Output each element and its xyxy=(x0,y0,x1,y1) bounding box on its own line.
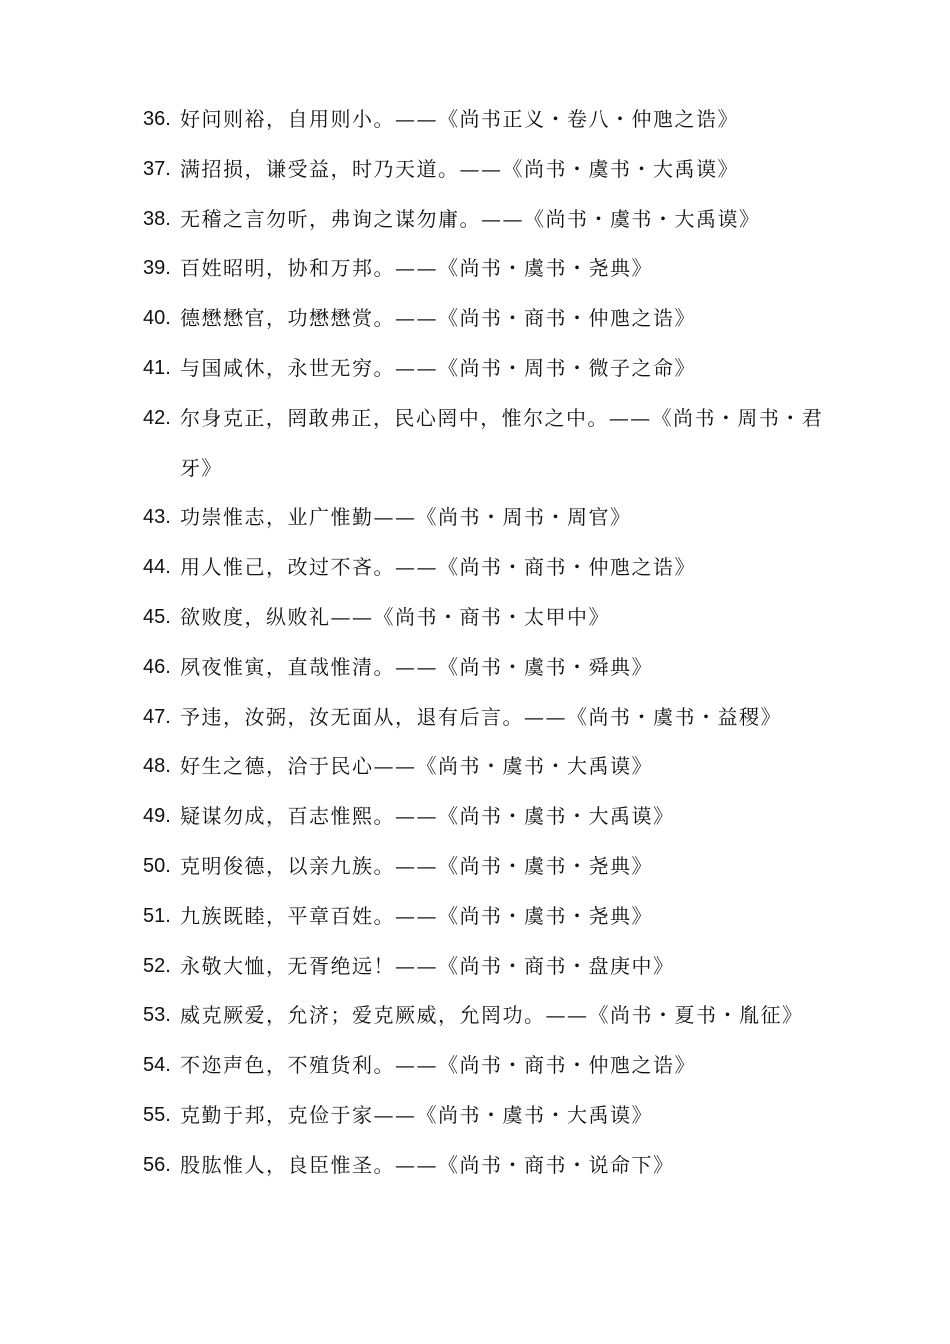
item-text: 夙夜惟寅，直哉惟清。——《尚书・虞书・舜典》 xyxy=(180,654,653,679)
item-number: 42. xyxy=(143,406,171,429)
item-number: 45. xyxy=(143,605,171,628)
list-item xyxy=(143,942,823,992)
item-number: 54. xyxy=(143,1054,171,1077)
item-text: 克勤于邦，克俭于家——《尚书・虞书・大禹谟》 xyxy=(180,1102,653,1127)
item-number: 51. xyxy=(143,904,171,927)
list-item xyxy=(143,394,823,494)
item-number: 48. xyxy=(143,755,171,778)
item-text: 不迩声色，不殖货利。——《尚书・商书・仲虺之诰》 xyxy=(180,1053,696,1078)
item-number: 55. xyxy=(143,1103,171,1126)
list-item xyxy=(143,95,823,145)
list-item xyxy=(143,693,823,743)
item-number: 43. xyxy=(143,506,171,529)
list-item xyxy=(143,842,823,892)
item-text: 满招损，谦受益，时乃天道。——《尚书・虞书・大禹谟》 xyxy=(180,156,739,181)
item-text: 无稽之言勿听，弗询之谋勿庸。——《尚书・虞书・大禹谟》 xyxy=(180,206,761,231)
list-item xyxy=(143,742,823,792)
item-number: 56. xyxy=(143,1153,171,1176)
item-number: 41. xyxy=(143,356,171,379)
item-text: 功崇惟志，业广惟勤——《尚书・周书・周官》 xyxy=(180,505,632,530)
item-text: 九族既睦，平章百姓。——《尚书・虞书・尧典》 xyxy=(180,903,653,928)
item-text: 永敬大恤，无胥绝远！——《尚书・商书・盘庚中》 xyxy=(180,953,675,978)
item-number: 44. xyxy=(143,556,171,579)
item-number: 36. xyxy=(143,108,171,130)
list-item xyxy=(143,593,823,643)
list-item xyxy=(143,344,823,394)
item-text: 百姓昭明，协和万邦。——《尚书・虞书・尧典》 xyxy=(180,256,653,281)
item-number: 52. xyxy=(143,954,171,977)
item-text: 与国咸休，永世无穷。——《尚书・周书・微子之命》 xyxy=(180,355,696,380)
item-number: 40. xyxy=(143,307,171,330)
item-number: 50. xyxy=(143,854,171,877)
list-item xyxy=(143,145,823,195)
list-item xyxy=(143,643,823,693)
list-item xyxy=(143,1091,823,1141)
item-text: 德懋懋官，功懋懋赏。——《尚书・商书・仲虺之诰》 xyxy=(180,306,696,331)
list-item xyxy=(143,1141,823,1191)
item-text: 好生之德，洽于民心——《尚书・虞书・大禹谟》 xyxy=(180,754,653,779)
list-item xyxy=(143,991,823,1041)
item-text: 欲败度，纵败礼——《尚书・商书・太甲中》 xyxy=(180,604,610,629)
item-text: 克明俊德，以亲九族。——《尚书・虞书・尧典》 xyxy=(180,853,653,878)
item-text: 股肱惟人，良臣惟圣。——《尚书・商书・说命下》 xyxy=(180,1152,675,1177)
item-number: 46. xyxy=(143,655,171,678)
list-item xyxy=(143,1041,823,1091)
list-item xyxy=(143,792,823,842)
item-number: 38. xyxy=(143,207,171,230)
item-number: 39. xyxy=(143,257,171,280)
item-text: 好问则裕，自用则小。——《尚书正义・卷八・仲虺之诰》 xyxy=(180,107,739,131)
list-item xyxy=(143,543,823,593)
item-number: 53. xyxy=(143,1004,171,1027)
quote-list xyxy=(143,95,823,1191)
list-item xyxy=(143,195,823,245)
list-item xyxy=(143,244,823,294)
list-item xyxy=(143,493,823,543)
item-text: 威克厥爱，允济；爱克厥威，允罔功。——《尚书・夏书・胤征》 xyxy=(180,1003,804,1028)
item-number: 49. xyxy=(143,805,171,828)
item-text: 用人惟己，改过不吝。——《尚书・商书・仲虺之诰》 xyxy=(180,555,696,580)
item-text: 予违，汝弼，汝无面从，退有后言。——《尚书・虞书・益稷》 xyxy=(180,704,782,729)
list-item xyxy=(143,294,823,344)
item-number: 37. xyxy=(143,157,171,180)
item-number: 47. xyxy=(143,705,171,728)
item-text: 疑谋勿成，百志惟熙。——《尚书・虞书・大禹谟》 xyxy=(180,804,675,829)
list-item xyxy=(143,892,823,942)
item-text: 尔身克正，罔敢弗正，民心罔中，惟尔之中。——《尚书・周书・君牙》 xyxy=(180,405,823,480)
